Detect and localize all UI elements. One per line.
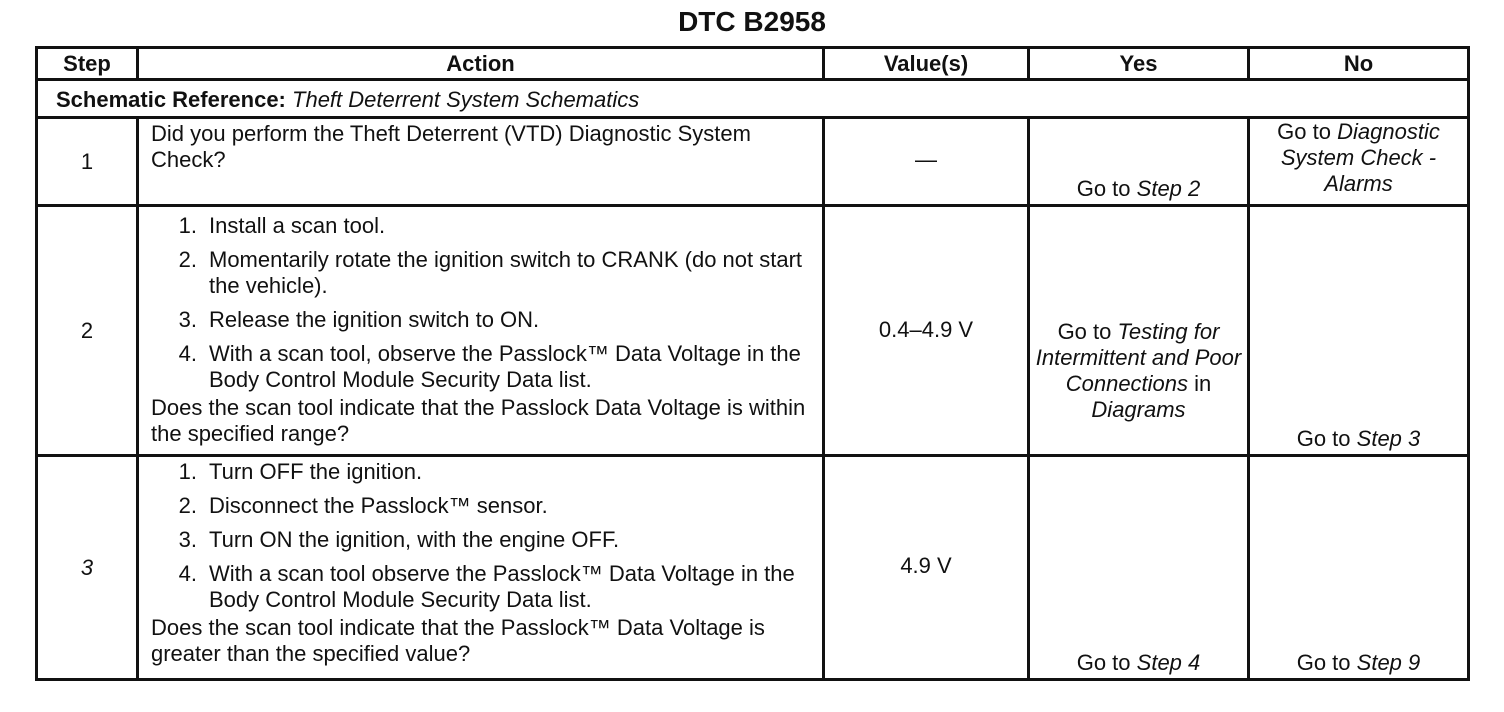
- list-item: 3. Release the ignition switch to ON.: [178, 307, 540, 332]
- no-cell: [1249, 118, 1469, 206]
- value-cell: [824, 456, 1029, 680]
- schematic-reference: [37, 80, 1469, 118]
- yes-mid: in: [1194, 371, 1212, 396]
- diagnostic-table: [35, 46, 1470, 681]
- list-item: 4. With a scan tool observe the Passlock™ Data Voltage in the Body Control Module Security Data list.: [178, 561, 795, 612]
- step-number: 3: [37, 456, 138, 680]
- yes-cell: [1029, 206, 1249, 456]
- no-text: [1251, 119, 1466, 197]
- schematic-row: [37, 80, 1469, 118]
- action-cell: [138, 118, 824, 206]
- step-number: 1: [37, 118, 138, 206]
- action-question: Does the scan tool indicate that the Passlock Data Voltage is within the specified range?: [151, 395, 806, 446]
- yes-prefix: Go to: [1076, 650, 1131, 675]
- yes-prefix: Go to: [1057, 319, 1112, 344]
- yes-cell: [1029, 118, 1249, 206]
- header-values: Value(s): [824, 48, 1029, 80]
- no-step-link: Step 3: [1356, 426, 1421, 451]
- value-text: 0.4–4.9 V: [878, 317, 974, 342]
- no-prefix: Go to: [1296, 426, 1351, 451]
- no-text: [1250, 650, 1467, 676]
- no-cell: [1249, 206, 1469, 456]
- yes-doc-link: Testing for Intermittent and Poor Connections: [1035, 319, 1242, 396]
- action-cell: [138, 206, 824, 456]
- action-question: Does the scan tool indicate that the Passlock™ Data Voltage is greater than the specified value?: [151, 615, 765, 666]
- yes-text: [1030, 650, 1247, 676]
- value-text: —: [915, 147, 937, 172]
- no-prefix: Go to: [1277, 119, 1331, 144]
- value-text: 4.9 V: [900, 553, 952, 578]
- header-yes: Yes: [1029, 48, 1249, 80]
- header-step: Step: [37, 48, 138, 80]
- table-row: [37, 118, 1469, 206]
- yes-text: [1031, 319, 1246, 423]
- schematic-link: Theft Deterrent System Schematics: [292, 86, 640, 112]
- table-row: [37, 456, 1469, 680]
- header-action: Action: [138, 48, 824, 80]
- yes-step-link: Step 2: [1136, 176, 1201, 201]
- header-row: [37, 48, 1469, 80]
- action-cell: [138, 456, 824, 680]
- value-cell: [824, 206, 1029, 456]
- list-item: 1. Install a scan tool.: [178, 213, 386, 238]
- action-question: Did you perform the Theft Deterrent (VTD) Diagnostic System Check?: [151, 121, 751, 172]
- yes-prefix: Go to: [1076, 176, 1131, 201]
- yes-step-link: Step 4: [1136, 650, 1201, 675]
- list-item: 4. With a scan tool, observe the Passlock™ Data Voltage in the Body Control Module Security Data list.: [178, 341, 801, 392]
- list-item: 2. Momentarily rotate the ignition switch to CRANK (do not start the vehicle).: [178, 247, 803, 298]
- step-number: 2: [37, 206, 138, 456]
- yes-diagrams-link: Diagrams: [1091, 397, 1186, 422]
- no-step-link: Step 9: [1356, 650, 1421, 675]
- list-item: 3. Turn ON the ignition, with the engine OFF.: [178, 527, 620, 552]
- no-text: [1250, 426, 1467, 452]
- table-row: [37, 206, 1469, 456]
- list-item: 2. Disconnect the Passlock™ sensor.: [178, 493, 548, 518]
- header-no: No: [1249, 48, 1469, 80]
- page-title: DTC B2958: [678, 6, 826, 37]
- action-steps: [151, 213, 816, 393]
- yes-cell: [1029, 456, 1249, 680]
- yes-text: [1030, 176, 1247, 202]
- value-cell: [824, 118, 1029, 206]
- no-step-link: Diagnostic System Check - Alarms: [1280, 119, 1440, 196]
- list-item: 1. Turn OFF the ignition.: [178, 459, 423, 484]
- schematic-label: Schematic Reference:: [56, 86, 286, 112]
- no-prefix: Go to: [1296, 650, 1351, 675]
- action-steps: [151, 459, 816, 613]
- no-cell: [1249, 456, 1469, 680]
